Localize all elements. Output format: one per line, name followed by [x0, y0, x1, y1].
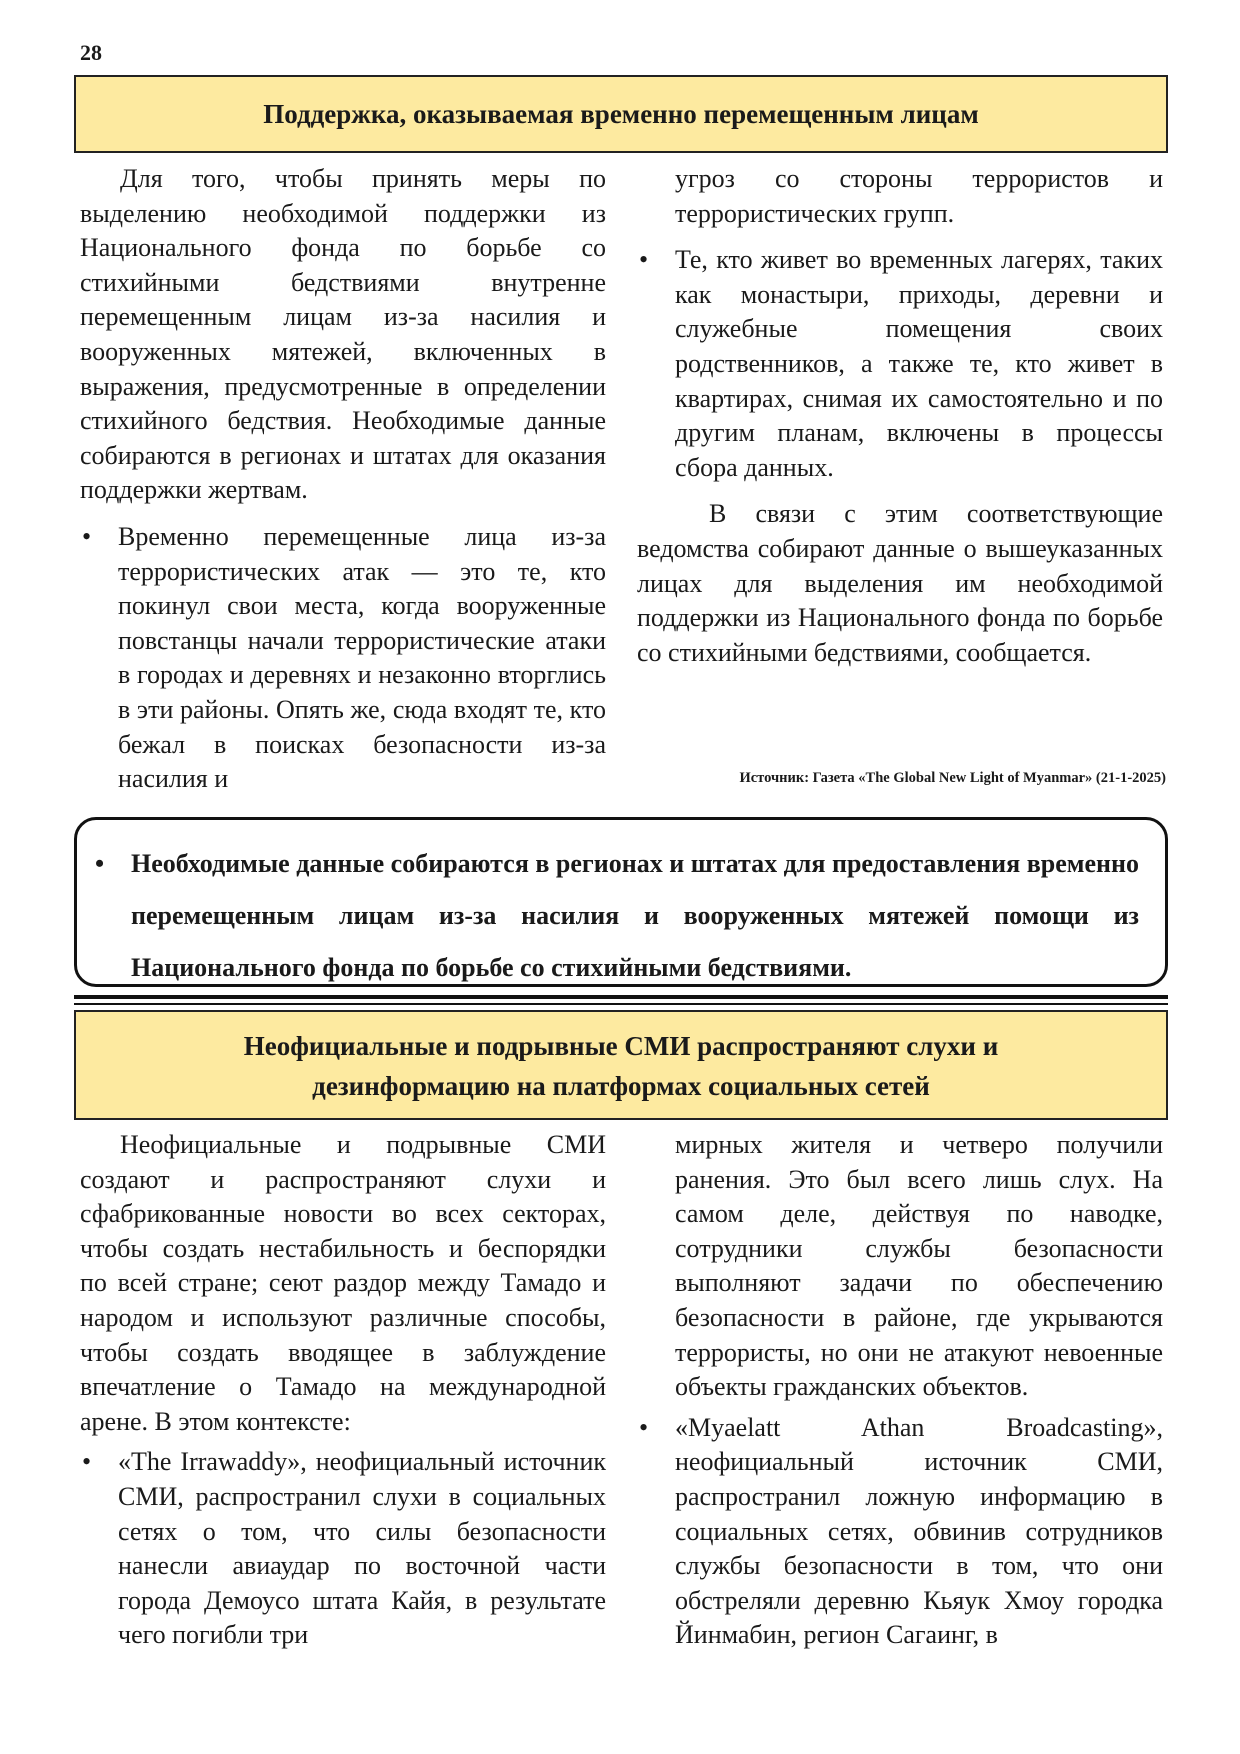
section2-title-line2: дезинформацию на платформах социальных сетей	[312, 1071, 930, 1101]
callout-text: Необходимые данные собираются в регионах и штатах для предоставления временно перемещенным лицам из-за насилия и вооруженных мятежей помощи из Национального фонда по борьбе со стихийными бедствиями.	[131, 849, 1139, 982]
section1-right-paragraph: В связи с этим соответствующие ведомства собирают данные о вышеуказанных лицах для выделения им необходимой поддержки из Национального фонда по борьбе со стихийными бедствиями, сообщается.	[637, 499, 1163, 667]
section2-title-banner	[74, 1010, 1168, 1120]
bullet-icon: •	[95, 849, 105, 878]
section1-title-banner	[74, 75, 1168, 153]
section1-left-column	[80, 162, 606, 797]
page-number: 28	[80, 40, 102, 65]
section1-right-column	[637, 162, 1163, 670]
section2-left-intro: Неофициальные и подрывные СМИ создают и распространяют слухи и сфабрикованные новости во всех секторах, чтобы создать нестабильность и беспорядки по всей стране; сеют раздор между Тамадо и народом и используют различные способы, чтобы создать вводящее в заблуждение впечатление о Тамадо на международной арене. В этом контексте:	[80, 1130, 606, 1436]
section1-title: Поддержка, оказываемая временно перемещенным лицам	[263, 99, 979, 129]
section2-right-bullet: • «Myaelatt Athan Broadcasting», неофициальный источник СМИ, распространил ложную информацию в социальных сетях, обвинив сотрудников службы безопасности в том, что они обстреляли деревню Кьяук Хмоу городка Йинмабин, регион Сагаинг, в	[637, 1411, 1163, 1653]
section1-left-bullet: • Временно перемещенные лица из-за террористических атак — это те, кто покинул свои места, когда вооруженные повстанцы начали террористические атаки в городах и деревнях и незаконно вторглись в эти районы. Опять же, сюда входят те, кто бежал в поисках безопасности из-за насилия и	[80, 520, 606, 797]
section1-left-intro: Для того, чтобы принять меры по выделению необходимой поддержки из Национального фонда по борьбе со стихийными бедствиями внутренне перемещенным лицам из-за насилия и вооруженных мятежей, включенных в выражения, предусмотренные в определении стихийного бедствия. Необходимые данные собираются в регионах и штатах для оказания поддержки жертвам.	[80, 164, 606, 505]
key-point-callout	[74, 817, 1168, 987]
section2-left-column	[80, 1128, 606, 1653]
section2-right-column	[637, 1128, 1163, 1653]
divider-thick	[74, 995, 1168, 999]
section2-title-line1: Неофициальные и подрывные СМИ распространяют слухи и	[243, 1031, 999, 1061]
source-citation: Источник: Газета «The Global New Light of Myanmar» (21-1-2025)	[739, 770, 1166, 786]
section1-right-continuation: угроз со стороны террористов и террористических групп.	[675, 164, 1163, 228]
section2-right-continuation: мирных жителя и четверо получили ранения. Это был всего лишь слух. На самом деле, действуя по наводке, сотрудники службы безопасности выполняют задачи по обеспечению безопасности в районе, где укрываются террористы, но они не атакуют невоенные объекты гражданских объектов.	[675, 1130, 1163, 1402]
section1-right-bullet: • Те, кто живет во временных лагерях, таких как монастыри, приходы, деревни и служебные помещения своих родственников, а также те, кто живет в квартирах, снимая их самостоятельно и по другим планам, включены в процессы сбора данных.	[637, 243, 1163, 485]
divider-thin	[74, 1003, 1168, 1005]
section2-left-bullet: • «The Irrawaddy», неофициальный источник СМИ, распространил слухи в социальных сетях о том, что силы безопасности нанесли авиаудар по восточной части города Демоусо штата Кайя, в результате чего погибли три	[80, 1445, 606, 1653]
